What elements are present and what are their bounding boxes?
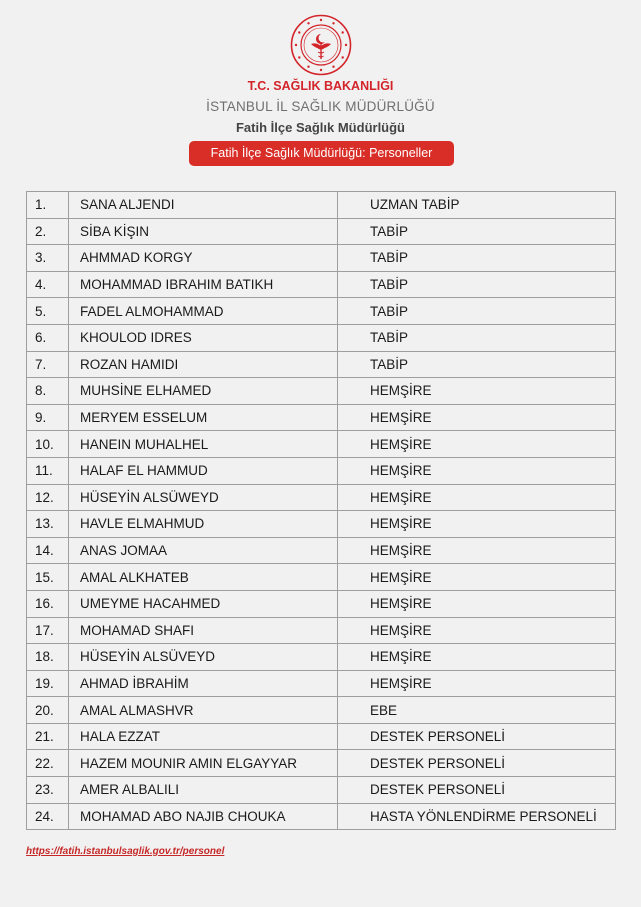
row-number: 2. [27, 218, 69, 245]
staff-row [27, 298, 616, 325]
row-number: 9. [27, 404, 69, 431]
staff-role: TABİP [338, 218, 616, 245]
staff-row [27, 644, 616, 671]
district-directorate-title: Fatih İlçe Sağlık Müdürlüğü [235, 120, 405, 135]
staff-row [27, 670, 616, 697]
staff-role: DESTEK PERSONELİ [338, 750, 616, 777]
row-number: 3. [27, 245, 69, 272]
staff-role: UZMAN TABİP [338, 192, 616, 219]
staff-row [27, 750, 616, 777]
staff-name: MOHAMAD SHAFI [69, 617, 338, 644]
staff-name: HÜSEYİN ALSÜWEYD [69, 484, 338, 511]
staff-role: TABİP [338, 271, 616, 298]
staff-role: TABİP [338, 351, 616, 378]
row-number: 22. [27, 750, 69, 777]
staff-row [27, 617, 616, 644]
staff-row [27, 404, 616, 431]
staff-role: EBE [338, 697, 616, 724]
staff-row [27, 431, 616, 458]
staff-row [27, 484, 616, 511]
staff-name: MUHSİNE ELHAMED [69, 378, 338, 405]
staff-role: TABİP [338, 298, 616, 325]
staff-row [27, 351, 616, 378]
staff-name: HAVLE ELMAHMUD [69, 511, 338, 538]
source-link[interactable]: https://fatih.istanbulsaglik.gov.tr/personel [26, 846, 225, 857]
staff-name: HANEIN MUHALHEL [69, 431, 338, 458]
row-number: 6. [27, 324, 69, 351]
row-number: 12. [27, 484, 69, 511]
staff-row [27, 271, 616, 298]
staff-role: HASTA YÖNLENDİRME PERSONELİ [338, 803, 616, 830]
staff-role: TABİP [338, 324, 616, 351]
staff-row [27, 777, 616, 804]
staff-name: SANA ALJENDI [69, 192, 338, 219]
row-number: 8. [27, 378, 69, 405]
staff-name: MOHAMAD ABO NAJIB CHOUKA [69, 803, 338, 830]
ministry-seal-icon [290, 14, 352, 76]
staff-name: AMAL ALKHATEB [69, 564, 338, 591]
staff-row [27, 378, 616, 405]
staff-row [27, 192, 616, 219]
staff-row [27, 537, 616, 564]
row-number: 5. [27, 298, 69, 325]
staff-name: HALA EZZAT [69, 723, 338, 750]
row-number: 1. [27, 192, 69, 219]
staff-role: HEMŞİRE [338, 537, 616, 564]
staff-name: AMAL ALMASHVR [69, 697, 338, 724]
row-number: 23. [27, 777, 69, 804]
row-number: 21. [27, 723, 69, 750]
section-banner: Fatih İlçe Sağlık Müdürlüğü: Personeller [189, 141, 454, 166]
row-number: 10. [27, 431, 69, 458]
staff-name: SİBA KİŞIN [69, 218, 338, 245]
staff-row [27, 723, 616, 750]
staff-row [27, 590, 616, 617]
staff-role: HEMŞİRE [338, 484, 616, 511]
row-number: 16. [27, 590, 69, 617]
row-number: 24. [27, 803, 69, 830]
staff-role: DESTEK PERSONELİ [338, 723, 616, 750]
staff-role: HEMŞİRE [338, 457, 616, 484]
staff-name: ANAS JOMAA [69, 537, 338, 564]
row-number: 15. [27, 564, 69, 591]
staff-row [27, 803, 616, 830]
staff-table [26, 191, 616, 830]
staff-row [27, 564, 616, 591]
staff-role: HEMŞİRE [338, 590, 616, 617]
staff-role: HEMŞİRE [338, 564, 616, 591]
staff-name: HAZEM MOUNIR AMIN ELGAYYAR [69, 750, 338, 777]
staff-role: HEMŞİRE [338, 431, 616, 458]
staff-row [27, 511, 616, 538]
staff-role: HEMŞİRE [338, 404, 616, 431]
staff-name: AHMAD İBRAHİM [69, 670, 338, 697]
staff-role: HEMŞİRE [338, 378, 616, 405]
staff-name: AHMMAD KORGY [69, 245, 338, 272]
staff-name: UMEYME HACAHMED [69, 590, 338, 617]
province-directorate-title: İSTANBUL İL SAĞLIK MÜDÜRLÜĞÜ [206, 99, 435, 114]
staff-name: HÜSEYİN ALSÜVEYD [69, 644, 338, 671]
staff-row [27, 457, 616, 484]
row-number: 14. [27, 537, 69, 564]
row-number: 4. [27, 271, 69, 298]
staff-role: HEMŞİRE [338, 644, 616, 671]
row-number: 17. [27, 617, 69, 644]
staff-row [27, 324, 616, 351]
row-number: 7. [27, 351, 69, 378]
staff-role: TABİP [338, 245, 616, 272]
staff-name: FADEL ALMOHAMMAD [69, 298, 338, 325]
row-number: 11. [27, 457, 69, 484]
staff-name: ROZAN HAMIDI [69, 351, 338, 378]
staff-role: DESTEK PERSONELİ [338, 777, 616, 804]
row-number: 20. [27, 697, 69, 724]
staff-role: HEMŞİRE [338, 511, 616, 538]
staff-role: HEMŞİRE [338, 670, 616, 697]
row-number: 19. [27, 670, 69, 697]
staff-role: HEMŞİRE [338, 617, 616, 644]
staff-name: MERYEM ESSELUM [69, 404, 338, 431]
staff-row [27, 218, 616, 245]
staff-name: AMER ALBALILI [69, 777, 338, 804]
row-number: 13. [27, 511, 69, 538]
staff-name: KHOULOD IDRES [69, 324, 338, 351]
staff-row [27, 245, 616, 272]
staff-row [27, 697, 616, 724]
staff-name: MOHAMMAD IBRAHIM BATIKH [69, 271, 338, 298]
row-number: 18. [27, 644, 69, 671]
staff-name: HALAF EL HAMMUD [69, 457, 338, 484]
ministry-title: T.C. SAĞLIK BAKANLIĞI [247, 79, 394, 93]
